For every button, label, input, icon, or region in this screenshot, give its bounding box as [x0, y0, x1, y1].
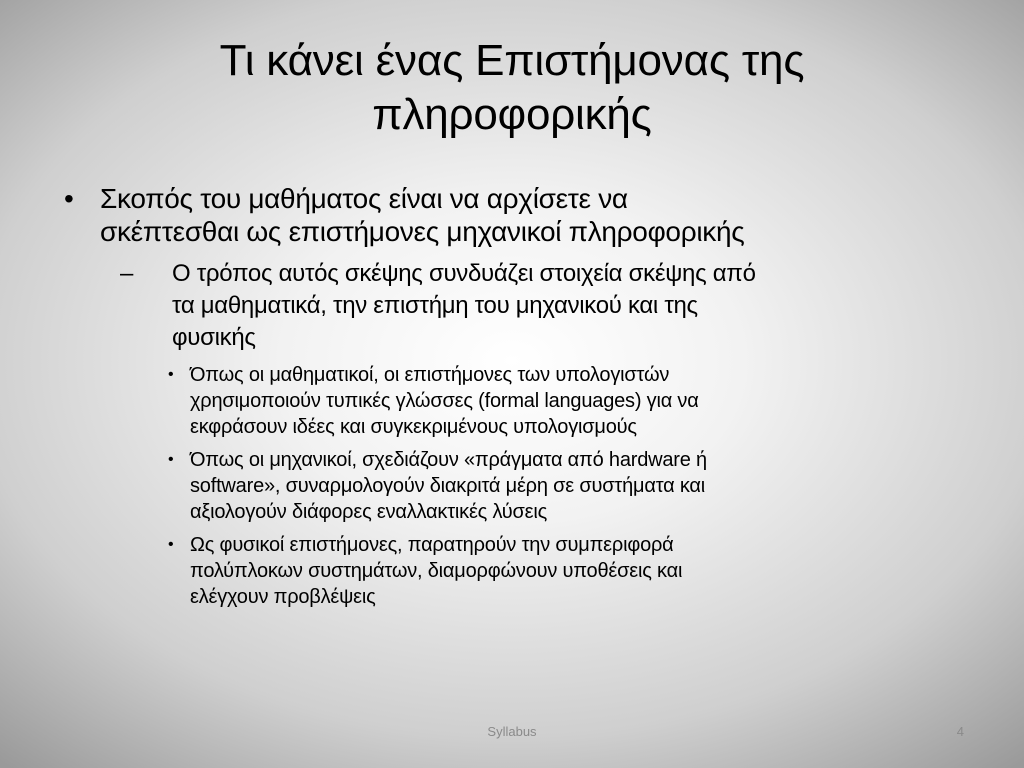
bullet-marker: •: [168, 451, 174, 468]
bullet-text-line: Όπως οι μαθηματικοί, οι επιστήμονες των υπολογιστών: [190, 364, 670, 386]
title-line-2: πληροφορικής: [372, 90, 652, 139]
bullet-text-line: software», συναρμολογούν διακριτά μέρη σε συστήματα και: [190, 475, 705, 497]
bullet-text-line: σκέπτεσθαι ως επιστήμονες μηχανικοί πληροφορικής: [100, 216, 745, 247]
slide-number: 4: [956, 724, 964, 739]
bullet-marker: •: [64, 183, 74, 214]
bullet-text-line: εκφράσουν ιδέες και συγκεκριμένους υπολογισμούς: [190, 416, 637, 438]
bullet-level3: [168, 447, 910, 525]
bullet-marker: •: [168, 536, 174, 553]
bullet-text-line: χρησιμοποιούν τυπικές γλώσσες (formal languages) για να: [190, 390, 699, 412]
bullet-text-line: Σκοπός του μαθήματος είναι να αρχίσετε να: [100, 183, 628, 214]
slide-content: [60, 182, 960, 617]
slide-title: [60, 34, 964, 142]
dash-marker: –: [120, 260, 134, 287]
bullet-text-line: πολύπλοκων συστημάτων, διαμορφώνουν υποθέσεις και: [190, 560, 683, 582]
bullet-text-line: ελέγχουν προβλέψεις: [190, 586, 376, 608]
bullet-level3: [168, 532, 910, 610]
bullet-level3: [168, 362, 910, 440]
bullet-text-line: τα μαθηματικά, την επιστήμη του μηχανικού και της: [172, 292, 698, 319]
bullet-text-line: Όπως οι μηχανικοί, σχεδιάζουν «πράγματα από hardware ή: [190, 449, 707, 471]
bullet-text-line: αξιολογούν διάφορες εναλλακτικές λύσεις: [190, 501, 548, 523]
bullet-text-line: Ως φυσικοί επιστήμονες, παρατηρούν την συμπεριφορά: [190, 534, 674, 556]
bullet-text-line: φυσικής: [172, 324, 256, 351]
bullet-marker: •: [168, 366, 174, 383]
title-line-1: Τι κάνει ένας Επιστήμονας της: [219, 36, 805, 85]
bullet-text-line: Ο τρόπος αυτός σκέψης συνδυάζει στοιχεία σκέψης από: [172, 260, 756, 287]
bullet-level2: [120, 258, 972, 354]
bullet-level1: [60, 182, 960, 248]
footer-text: Syllabus: [487, 724, 537, 739]
